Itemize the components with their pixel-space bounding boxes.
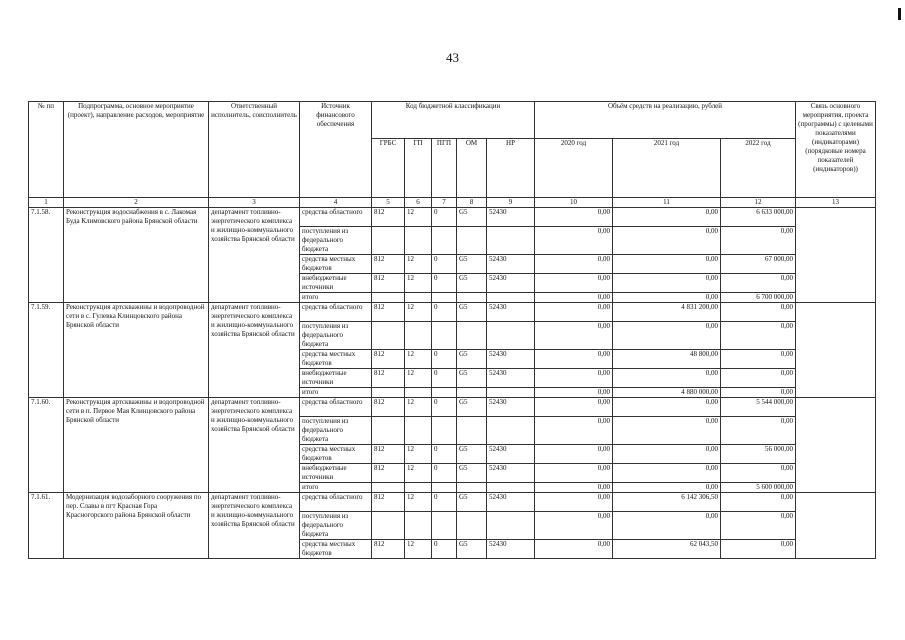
page-number: 43 [446, 50, 459, 65]
code-grbs: 812 [372, 208, 405, 227]
code-pgp: 0 [432, 274, 457, 293]
code-pgp [432, 293, 457, 303]
amount-2022: 0,00 [721, 274, 796, 293]
code-np: 52430 [487, 540, 535, 559]
code-om: G5 [457, 464, 487, 483]
code-grbs [372, 388, 405, 398]
funding-source: средства местных бюджетов [300, 255, 372, 274]
funding-source: внебюджетные источники [300, 464, 372, 483]
header-source: Источник финансового обеспечения [300, 102, 372, 198]
amount-2020: 0,00 [535, 293, 613, 303]
amount-2022: 5 600 000,00 [721, 483, 796, 493]
code-pgp: 0 [432, 445, 457, 464]
funding-source: внебюджетные источники [300, 274, 372, 293]
amount-2022: 0,00 [721, 493, 796, 512]
code-om [457, 322, 487, 350]
amount-2020: 0,00 [535, 322, 613, 350]
code-np: 52430 [487, 208, 535, 227]
amount-2022: 0,00 [721, 322, 796, 350]
code-om: G5 [457, 208, 487, 227]
header-link: Связь основного мероприятия, проекта (программы) с целевыми показателями (индикаторами) (порядковые номера показателей (индикаторов)) [796, 102, 876, 198]
code-grbs [372, 483, 405, 493]
code-grbs: 812 [372, 398, 405, 417]
column-number: 9 [487, 198, 535, 208]
code-pgp: 0 [432, 540, 457, 559]
code-pgp: 0 [432, 255, 457, 274]
measure-number: 7.1.60. [29, 398, 64, 493]
code-grbs: 812 [372, 464, 405, 483]
code-np: 52430 [487, 445, 535, 464]
measure-executor: департамент топливно-энергетического комплекса и жилищно-коммунального хозяйства Брянской области [209, 208, 300, 303]
budget-table [28, 101, 876, 559]
funding-source: средства местных бюджетов [300, 445, 372, 464]
code-np: 52430 [487, 493, 535, 512]
column-number: 11 [613, 198, 721, 208]
amount-2021: 0,00 [613, 417, 721, 445]
amount-2021: 0,00 [613, 255, 721, 274]
code-om: G5 [457, 274, 487, 293]
column-number: 2 [64, 198, 209, 208]
code-om: G5 [457, 493, 487, 512]
column-number: 4 [300, 198, 372, 208]
code-grbs: 812 [372, 369, 405, 388]
code-pgp [432, 322, 457, 350]
funding-source: средства местных бюджетов [300, 540, 372, 559]
code-grbs: 812 [372, 303, 405, 322]
amount-2022: 6 700 000,00 [721, 293, 796, 303]
header-volume: Объём средств на реализацию, рублей [535, 102, 796, 139]
funding-source: средства областного [300, 303, 372, 322]
code-pgp [432, 227, 457, 255]
code-gp: 12 [405, 274, 432, 293]
code-om [457, 388, 487, 398]
code-pgp: 0 [432, 369, 457, 388]
code-om: G5 [457, 398, 487, 417]
measure-number: 7.1.59. [29, 303, 64, 398]
code-np [487, 512, 535, 540]
amount-2021: 0,00 [613, 227, 721, 255]
code-np [487, 322, 535, 350]
amount-2020: 0,00 [535, 464, 613, 483]
code-pgp: 0 [432, 350, 457, 369]
code-grbs: 812 [372, 493, 405, 512]
measure-executor: департамент топливно-энергетического комплекса и жилищно-коммунального хозяйства Брянской области [209, 303, 300, 398]
measure-executor: департамент топливно-энергетического комплекса и жилищно-коммунального хозяйства Брянской области [209, 398, 300, 493]
header-grbs: ГРБС [372, 139, 405, 198]
header-om: ОМ [457, 139, 487, 198]
funding-source: поступления из федерального бюджета [300, 322, 372, 350]
code-np [487, 388, 535, 398]
column-number: 7 [432, 198, 457, 208]
funding-source: внебюджетные источники [300, 369, 372, 388]
table-row [29, 303, 876, 322]
amount-2021: 0,00 [613, 483, 721, 493]
amount-2021: 0,00 [613, 293, 721, 303]
code-pgp: 0 [432, 303, 457, 322]
amount-2021: 4 880 000,00 [613, 388, 721, 398]
indicator-link [796, 493, 876, 559]
amount-2021: 0,00 [613, 445, 721, 464]
table-row [29, 493, 876, 512]
code-grbs [372, 322, 405, 350]
code-grbs: 812 [372, 350, 405, 369]
amount-2021: 0,00 [613, 464, 721, 483]
funding-source: средства областного [300, 493, 372, 512]
amount-2020: 0,00 [535, 493, 613, 512]
code-np: 52430 [487, 255, 535, 274]
measure-name: Модернизация водозаборного сооружения по пер. Славы в пгт Красная Гора Красногорского района Брянской области [64, 493, 209, 559]
amount-2022: 0,00 [721, 369, 796, 388]
column-number: 6 [405, 198, 432, 208]
measure-name: Реконструкция водоснабжения в с. Лакомая Буда Климовского района Брянской области [64, 208, 209, 303]
column-number: 10 [535, 198, 613, 208]
code-pgp: 0 [432, 464, 457, 483]
indicator-link [796, 208, 876, 303]
code-np: 52430 [487, 398, 535, 417]
code-om: G5 [457, 255, 487, 274]
header-num: № пп [29, 102, 64, 198]
code-om: G5 [457, 303, 487, 322]
amount-2022: 0,00 [721, 350, 796, 369]
code-gp [405, 293, 432, 303]
code-np [487, 483, 535, 493]
code-gp: 12 [405, 303, 432, 322]
amount-2022: 0,00 [721, 540, 796, 559]
header-executor: Ответственный исполнитель, соисполнитель [209, 102, 300, 198]
code-np: 52430 [487, 464, 535, 483]
column-number: 3 [209, 198, 300, 208]
header-row-1 [29, 102, 876, 139]
funding-source: средства областного [300, 398, 372, 417]
amount-2020: 0,00 [535, 208, 613, 227]
code-om [457, 293, 487, 303]
amount-2020: 0,00 [535, 255, 613, 274]
code-pgp: 0 [432, 208, 457, 227]
amount-2020: 0,00 [535, 303, 613, 322]
amount-2022: 5 544 000,00 [721, 398, 796, 417]
indicator-link [796, 303, 876, 398]
measure-executor: департамент топливно-энергетического комплекса и жилищно-коммунального хозяйства Брянской области [209, 493, 300, 559]
indicator-link [796, 398, 876, 493]
code-gp: 12 [405, 398, 432, 417]
amount-2020: 0,00 [535, 369, 613, 388]
code-np [487, 293, 535, 303]
header-budget-code: Код бюджетной классификации [372, 102, 535, 139]
amount-2021: 4 831 200,00 [613, 303, 721, 322]
amount-2022: 0,00 [721, 464, 796, 483]
amount-2021: 62 043,50 [613, 540, 721, 559]
amount-2022: 67 000,00 [721, 255, 796, 274]
code-gp [405, 227, 432, 255]
code-gp [405, 417, 432, 445]
header-gp: ГП [405, 139, 432, 198]
code-om: G5 [457, 369, 487, 388]
amount-2022: 0,00 [721, 388, 796, 398]
code-gp: 12 [405, 445, 432, 464]
table-row [29, 398, 876, 417]
amount-2020: 0,00 [535, 227, 613, 255]
measure-number: 7.1.58. [29, 208, 64, 303]
amount-2022: 56 000,00 [721, 445, 796, 464]
amount-2022: 6 633 000,00 [721, 208, 796, 227]
code-pgp [432, 417, 457, 445]
funding-source: поступления из федерального бюджета [300, 512, 372, 540]
code-gp [405, 512, 432, 540]
amount-2022: 0,00 [721, 227, 796, 255]
code-grbs [372, 293, 405, 303]
code-grbs [372, 227, 405, 255]
amount-2022: 0,00 [721, 512, 796, 540]
measure-name: Реконструкция артскважины и водопроводной сети в с. Гулевка Клинцовского района Брянской области [64, 303, 209, 398]
code-grbs: 812 [372, 255, 405, 274]
code-gp [405, 322, 432, 350]
code-np: 52430 [487, 350, 535, 369]
code-gp: 12 [405, 464, 432, 483]
code-grbs [372, 417, 405, 445]
code-pgp [432, 512, 457, 540]
code-pgp [432, 483, 457, 493]
amount-2021: 0,00 [613, 369, 721, 388]
code-om [457, 512, 487, 540]
measure-name: Реконструкция артскважины и водопроводной сети в п. Первое Мая Клинцовского района Брянской области [64, 398, 209, 493]
code-gp: 12 [405, 350, 432, 369]
code-pgp: 0 [432, 493, 457, 512]
measure-number: 7.1.61. [29, 493, 64, 559]
column-numbers-row [29, 198, 876, 208]
code-om: G5 [457, 540, 487, 559]
funding-source: поступления из федерального бюджета [300, 227, 372, 255]
code-gp [405, 388, 432, 398]
code-gp: 12 [405, 540, 432, 559]
amount-2021: 48 800,00 [613, 350, 721, 369]
header-np: НР [487, 139, 535, 198]
code-gp: 12 [405, 369, 432, 388]
code-grbs [372, 512, 405, 540]
amount-2022: 0,00 [721, 417, 796, 445]
table-row [29, 208, 876, 227]
amount-2020: 0,00 [535, 350, 613, 369]
code-om: G5 [457, 350, 487, 369]
code-pgp [432, 388, 457, 398]
column-number: 13 [796, 198, 876, 208]
funding-source: итого [300, 388, 372, 398]
amount-2020: 0,00 [535, 483, 613, 493]
funding-source: средства местных бюджетов [300, 350, 372, 369]
code-np: 52430 [487, 369, 535, 388]
code-np: 52430 [487, 303, 535, 322]
funding-source: средства областного [300, 208, 372, 227]
amount-2020: 0,00 [535, 540, 613, 559]
header-subprogram: Подпрограмма, основное мероприятие (проект), направление расходов, мероприятие [64, 102, 209, 198]
header-2022: 2022 год [721, 139, 796, 198]
amount-2021: 6 142 306,50 [613, 493, 721, 512]
amount-2020: 0,00 [535, 512, 613, 540]
column-number: 5 [372, 198, 405, 208]
code-grbs: 812 [372, 274, 405, 293]
header-2021: 2021 год [613, 139, 721, 198]
code-grbs: 812 [372, 445, 405, 464]
code-np [487, 417, 535, 445]
amount-2021: 0,00 [613, 512, 721, 540]
amount-2020: 0,00 [535, 388, 613, 398]
amount-2020: 0,00 [535, 274, 613, 293]
code-gp: 12 [405, 493, 432, 512]
column-number: 1 [29, 198, 64, 208]
code-np: 52430 [487, 274, 535, 293]
code-grbs: 812 [372, 540, 405, 559]
code-om [457, 483, 487, 493]
amount-2021: 0,00 [613, 274, 721, 293]
code-pgp: 0 [432, 398, 457, 417]
header-pgp: ПГП [432, 139, 457, 198]
code-gp: 12 [405, 208, 432, 227]
amount-2022: 0,00 [721, 303, 796, 322]
amount-2020: 0,00 [535, 445, 613, 464]
funding-source: поступления из федерального бюджета [300, 417, 372, 445]
amount-2020: 0,00 [535, 398, 613, 417]
amount-2020: 0,00 [535, 417, 613, 445]
scan-edge-mark [898, 8, 901, 20]
amount-2021: 0,00 [613, 398, 721, 417]
code-om [457, 417, 487, 445]
header-2020: 2020 год [535, 139, 613, 198]
code-om: G5 [457, 445, 487, 464]
code-om [457, 227, 487, 255]
funding-source: итого [300, 483, 372, 493]
amount-2021: 0,00 [613, 208, 721, 227]
column-number: 12 [721, 198, 796, 208]
column-number: 8 [457, 198, 487, 208]
code-np [487, 227, 535, 255]
code-gp [405, 483, 432, 493]
amount-2021: 0,00 [613, 322, 721, 350]
code-gp: 12 [405, 255, 432, 274]
funding-source: итого [300, 293, 372, 303]
